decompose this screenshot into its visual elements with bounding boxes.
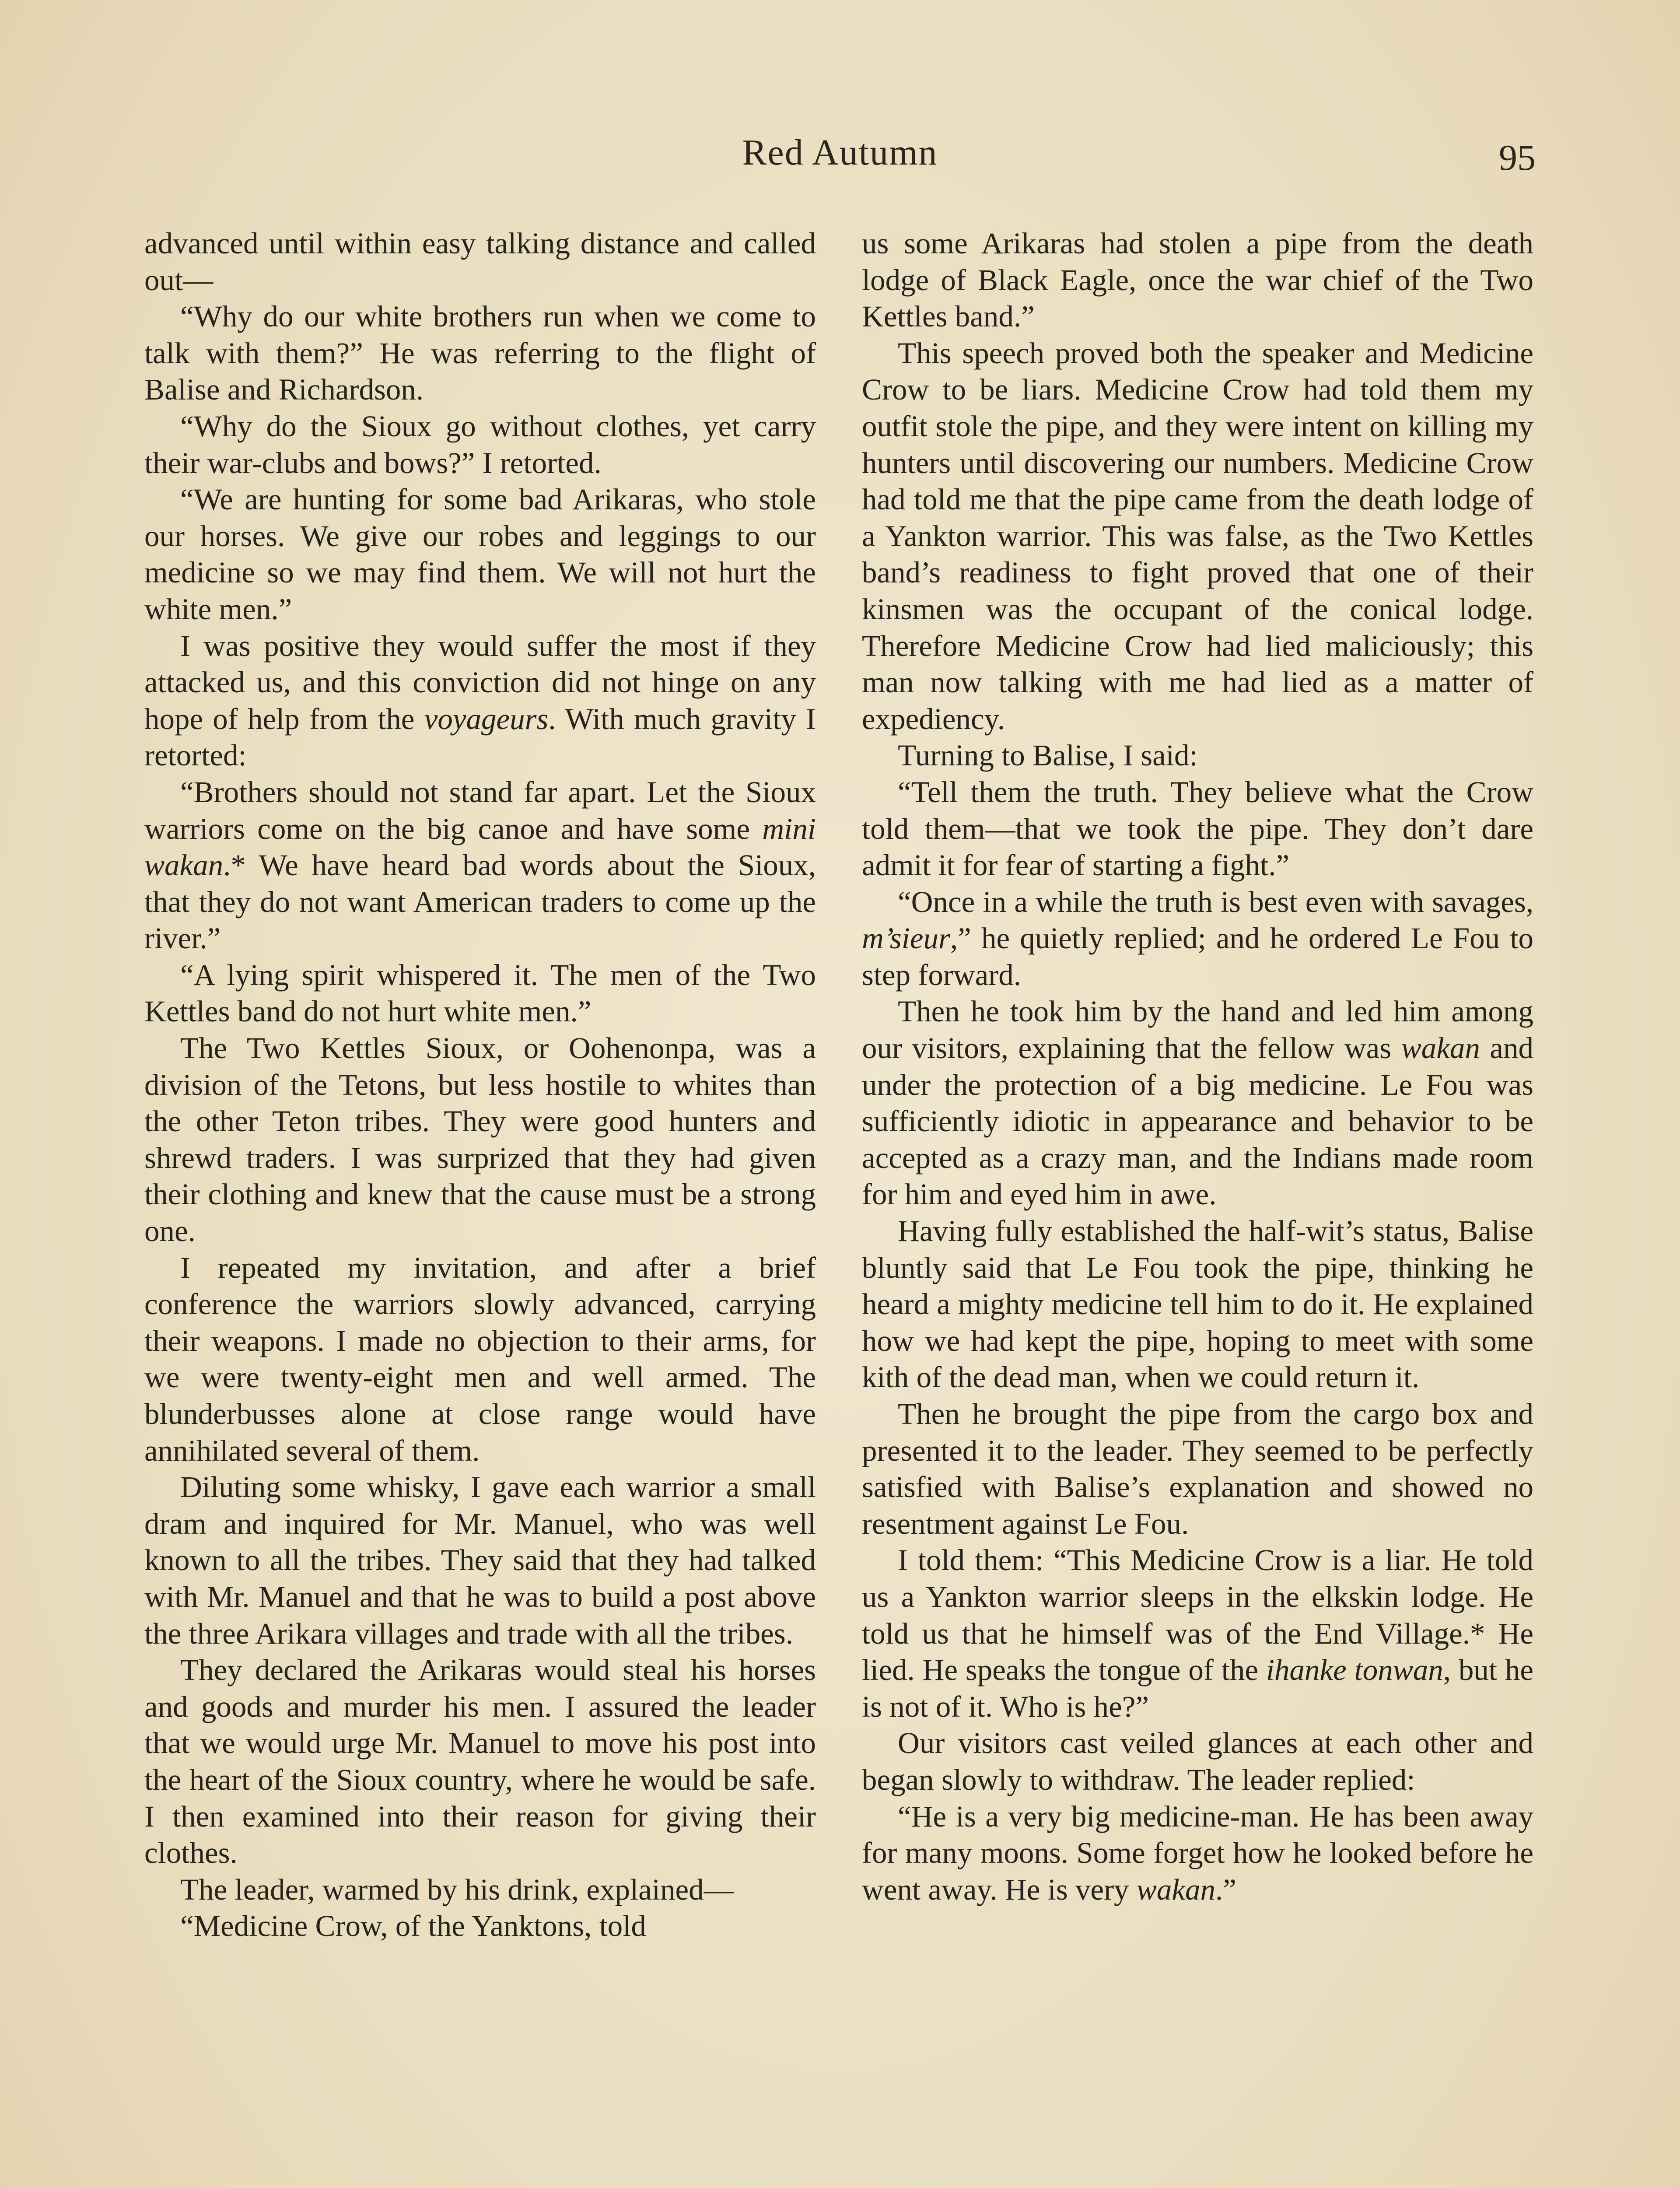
italic-text: wakan: [1401, 1031, 1480, 1065]
text-run: .”: [1215, 1872, 1236, 1906]
running-head: Red Autumn: [742, 132, 938, 173]
italic-text: wakan: [1136, 1872, 1215, 1906]
paragraph: [144, 1652, 816, 1872]
text-run: “He is a very big medicine-man. He has been away for many moons. Some forget how he looked before he went away. He is very: [862, 1799, 1533, 1906]
paragraph: [862, 884, 1533, 994]
paragraph: [144, 1908, 816, 1945]
paragraph: [144, 628, 816, 774]
italic-text: mini wakan: [144, 812, 816, 882]
text-run: “We are hunting for some bad Arikaras, who stole our horses. We give our robes and leggings to our medicine so we may find them. We will not hurt the white men.”: [144, 483, 816, 626]
paragraph: [144, 1030, 816, 1250]
paragraph: [862, 1396, 1533, 1542]
paragraph: [862, 993, 1533, 1213]
italic-text: m’sieur: [862, 922, 950, 955]
text-run: Having fully established the half-wit’s status, Balise bluntly said that Le Fou took the pipe, thinking he heard a mighty medicine tell him to do it. He explained how we had kept the pipe, hoping to meet with some kith of the dead man, when we could return it.: [862, 1214, 1533, 1394]
text-run: The leader, warmed by his drink, explained—: [180, 1872, 734, 1906]
paragraph: [144, 774, 816, 957]
paragraph: [144, 408, 816, 481]
paragraph: [862, 774, 1533, 884]
paragraph: [862, 1725, 1533, 1798]
paragraph: [144, 1250, 816, 1469]
text-run: Then he took him by the hand and led him among our visitors, explaining that the fellow was: [862, 995, 1533, 1065]
text-run: ,” he quietly replied; and he ordered Le Fou to step forward.: [862, 922, 1533, 992]
page-number: 95: [1499, 137, 1536, 178]
text-run: and under the protection of a big medicine. Le Fou was sufficiently idiotic in appearance and behavior to be accepted as a crazy man, and the Indians made room for him and eyed him in awe.: [862, 1031, 1533, 1211]
text-run: Turning to Balise, I said:: [898, 739, 1198, 772]
paragraph: [862, 1799, 1533, 1908]
paragraph: [862, 225, 1533, 335]
text-run: “Why do our white brothers run when we come to talk with them?” He was referring to the flight of Balise and Richardson.: [144, 300, 816, 407]
text-run: Our visitors cast veiled glances at each other and began slowly to withdraw. The leader replied:: [862, 1726, 1533, 1796]
text-run: “A lying spirit whispered it. The men of the Two Kettles band do not hurt white men.”: [144, 958, 816, 1028]
text-run: “Medicine Crow, of the Yanktons, told: [180, 1909, 646, 1943]
paragraph: [144, 1469, 816, 1652]
right-column: [862, 225, 1533, 1908]
text-run: This speech proved both the speaker and Medicine Crow to be liars. Medicine Crow had told them my outfit stole the pipe, and they were intent on killing my hunters until discovering our numbers. Medicine Crow had told me that the pipe came from the death lodge of a Yankton warrior. This was false, as the Two Kettles band’s readiness to fight proved that one of their kinsmen was the occupant of the conical lodge. Therefore Medicine Crow had lied maliciously; this man now talking with me had lied as a matter of expediency.: [862, 336, 1533, 736]
italic-text: voyageurs: [424, 702, 549, 736]
paragraph: [144, 225, 816, 298]
left-column: [144, 225, 816, 1945]
text-run: , but he is not of it. Who is he?”: [862, 1653, 1533, 1723]
text-run: Diluting some whisky, I gave each warrior a small dram and inquired for Mr. Manuel, who was well known to all the tribes. They said that they had talked with Mr. Manuel and that he was to build a post above the three Arikara villages and trade with all the tribes.: [144, 1470, 816, 1650]
text-run: The Two Kettles Sioux, or Oohenonpa, was a division of the Tetons, but less hostile to whites than the other Teton tribes. They were good hunters and shrewd traders. I was surprized that they had given their clothing and knew that the cause must be a strong one.: [144, 1031, 816, 1248]
paragraph: [862, 1542, 1533, 1725]
text-run: They declared the Arikaras would steal his horses and goods and murder his men. I assured the leader that we would urge Mr. Manuel to move his post into the heart of the Sioux country, where he would be safe. I then examined into their reason for giving their clothes.: [144, 1653, 816, 1870]
paragraph: [144, 298, 816, 408]
text-run: “Brothers should not stand far apart. Let the Sioux warriors come on the big canoe and have some: [144, 775, 816, 845]
text-run: “Why do the Sioux go without clothes, yet carry their war-clubs and bows?” I retorted.: [144, 409, 816, 480]
text-run: “Tell them the truth. They believe what the Crow told them—that we took the pipe. They don’t dare admit it for fear of starting a fight.”: [862, 775, 1533, 882]
paragraph: [862, 1213, 1533, 1396]
text-run: us some Arikaras had stolen a pipe from the death lodge of Black Eagle, once the war chief of the Two Kettles band.”: [862, 227, 1533, 333]
text-run: I was positive they would suffer the most if they attacked us, and this conviction did not hinge on any hope of help from the: [144, 629, 816, 736]
paragraph: [144, 957, 816, 1030]
paragraph: [144, 1872, 816, 1908]
paragraph: [862, 335, 1533, 738]
text-run: .* We have heard bad words about the Sioux, that they do not want American traders to come up the river.”: [144, 849, 816, 955]
text-run: Then he brought the pipe from the cargo box and presented it to the leader. They seemed to be perfectly satisfied with Balise’s explanation and showed no resentment against Le Fou.: [862, 1397, 1533, 1540]
text-run: I told them: “This Medicine Crow is a liar. He told us a Yankton warrior sleeps in the elkskin lodge. He told us that he himself was of the End Village.* He lied. He speaks the tongue of the: [862, 1543, 1533, 1687]
italic-text: ihanke tonwan: [1266, 1653, 1443, 1687]
text-run: I repeated my invitation, and after a brief conference the warriors slowly advanced, carrying their weapons. I made no objection to their arms, for we were twenty-eight men and well armed. The blunderbusses alone at close range would have annihilated several of them.: [144, 1251, 816, 1467]
text-run: . With much gravity I retorted:: [144, 702, 816, 772]
text-run: “Once in a while the truth is best even with savages,: [898, 885, 1533, 919]
paragraph: [144, 481, 816, 628]
text-run: advanced until within easy talking distance and called out—: [144, 227, 816, 297]
paragraph: [862, 737, 1533, 774]
